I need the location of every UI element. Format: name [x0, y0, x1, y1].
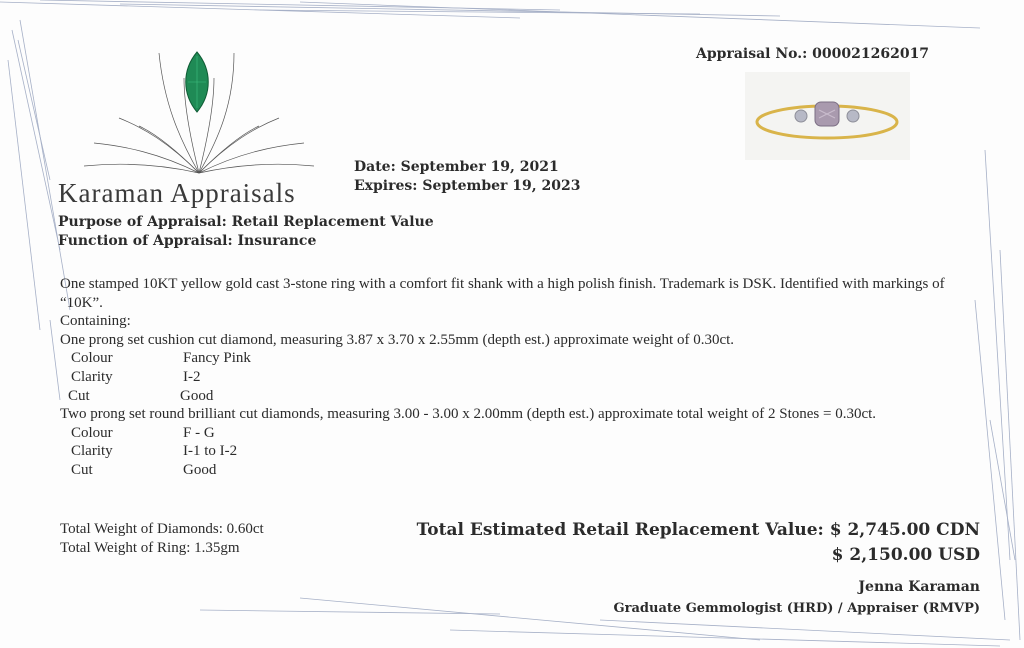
stone1-description: One prong set cushion cut diamond, measuring 3.87 x 3.70 x 2.55mm (depth est.) approximate weight of 0.30ct. [60, 331, 735, 348]
appraisal-date: Date: September 19, 2021 [354, 159, 559, 175]
stone1-clarity: Clarity I-2 [71, 368, 201, 385]
ring-description: One stamped 10KT yellow gold cast 3-stone ring with a comfort fit shank with a high polish finish. Trademark is DSK. Identified with markings of “10K”. [60, 276, 945, 311]
total-diamond-weight: Total Weight of Diamonds: 0.60ct [60, 521, 264, 537]
total-value-usd: $ 2,150.00 USD [831, 545, 980, 565]
logo-icon [84, 48, 314, 183]
stone1-cut: Cut Good [68, 387, 214, 404]
containing-label: Containing: [60, 313, 131, 330]
appraisal-number: Appraisal No.: 000021262017 [696, 46, 930, 62]
weight-totals [60, 520, 264, 558]
description-block [60, 275, 970, 480]
purpose-of-appraisal: Purpose of Appraisal: Retail Replacement Value [58, 214, 434, 230]
stone2-clarity: Clarity I-1 to I-2 [71, 443, 238, 460]
expiry-date: Expires: September 19, 2023 [354, 178, 581, 194]
total-ring-weight: Total Weight of Ring: 1.35gm [60, 540, 240, 556]
appraiser-name: Jenna Karaman [858, 579, 980, 595]
stone2-colour: Colour F - G [71, 424, 215, 441]
stone2-cut: Cut Good [71, 461, 217, 478]
stone1-colour: Colour Fancy Pink [71, 350, 251, 367]
appraiser-title: Graduate Gemmologist (HRD) / Appraiser (RMVP) [613, 601, 980, 616]
total-value-cdn: Total Estimated Retail Replacement Value: $ 2,745.00 CDN [416, 520, 980, 540]
function-of-appraisal: Function of Appraisal: Insurance [58, 233, 317, 249]
ring-photo [745, 72, 910, 160]
stone2-description: Two prong set round brilliant cut diamonds, measuring 3.00 - 3.00 x 2.00mm (depth est.) approximate total weight of 2 Stones = 0.30ct. [60, 406, 877, 423]
company-name: Karaman Appraisals [58, 178, 296, 208]
